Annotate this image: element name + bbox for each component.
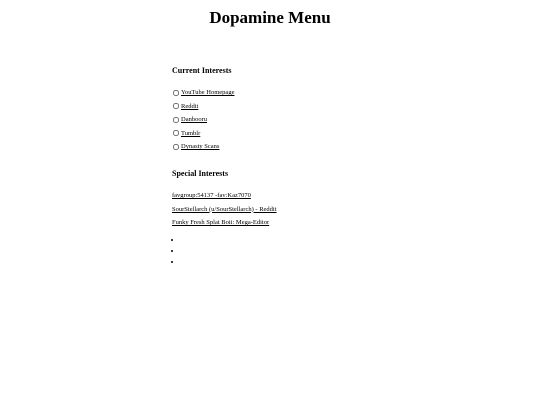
list-item: [172, 115, 512, 124]
bullet-item: [181, 246, 512, 255]
splat-boii-editor-link[interactable]: Funky Fresh Splat Boii: Mega-Editor: [172, 219, 270, 226]
reddit-link[interactable]: Reddit: [181, 102, 199, 110]
dynasty-scans-link[interactable]: Dynasty Scans: [181, 143, 220, 150]
list-item: [172, 218, 512, 227]
bullet-item: [181, 257, 512, 266]
list-item: [172, 102, 512, 111]
danbooru-link[interactable]: Danbooru: [181, 116, 207, 123]
youtube-homepage-checkbox[interactable]: [173, 90, 179, 96]
current-interests-heading: Current Interests: [172, 66, 232, 75]
list-item: [172, 142, 512, 151]
tumblr-link[interactable]: Tumblr: [181, 129, 201, 137]
sourstellarch-reddit-link[interactable]: SourStellarch (u/SourStellarch) - Reddit: [172, 205, 277, 213]
youtube-homepage-link[interactable]: YouTube Homepage: [181, 89, 235, 96]
special-interests-section: [172, 169, 512, 266]
danbooru-checkbox[interactable]: [173, 117, 179, 123]
list-item: [172, 88, 512, 97]
page-title: Dopamine Menu: [209, 8, 331, 27]
list-item: [172, 205, 512, 214]
current-interests-section: [172, 66, 512, 151]
tumblr-checkbox[interactable]: [173, 130, 179, 136]
reddit-checkbox[interactable]: [173, 103, 179, 109]
special-interests-links: [172, 191, 512, 227]
current-interests-list: [172, 88, 512, 151]
dynasty-scans-checkbox[interactable]: [173, 144, 179, 150]
list-item: [172, 129, 512, 138]
main-content: [172, 66, 512, 268]
empty-bullet-list: [172, 235, 512, 266]
special-interests-heading: Special Interests: [172, 169, 229, 178]
favgroup-link[interactable]: favgroup:54137 -fav:Kaz7070: [172, 192, 251, 199]
list-item: [172, 191, 512, 200]
bullet-item: [181, 235, 512, 244]
